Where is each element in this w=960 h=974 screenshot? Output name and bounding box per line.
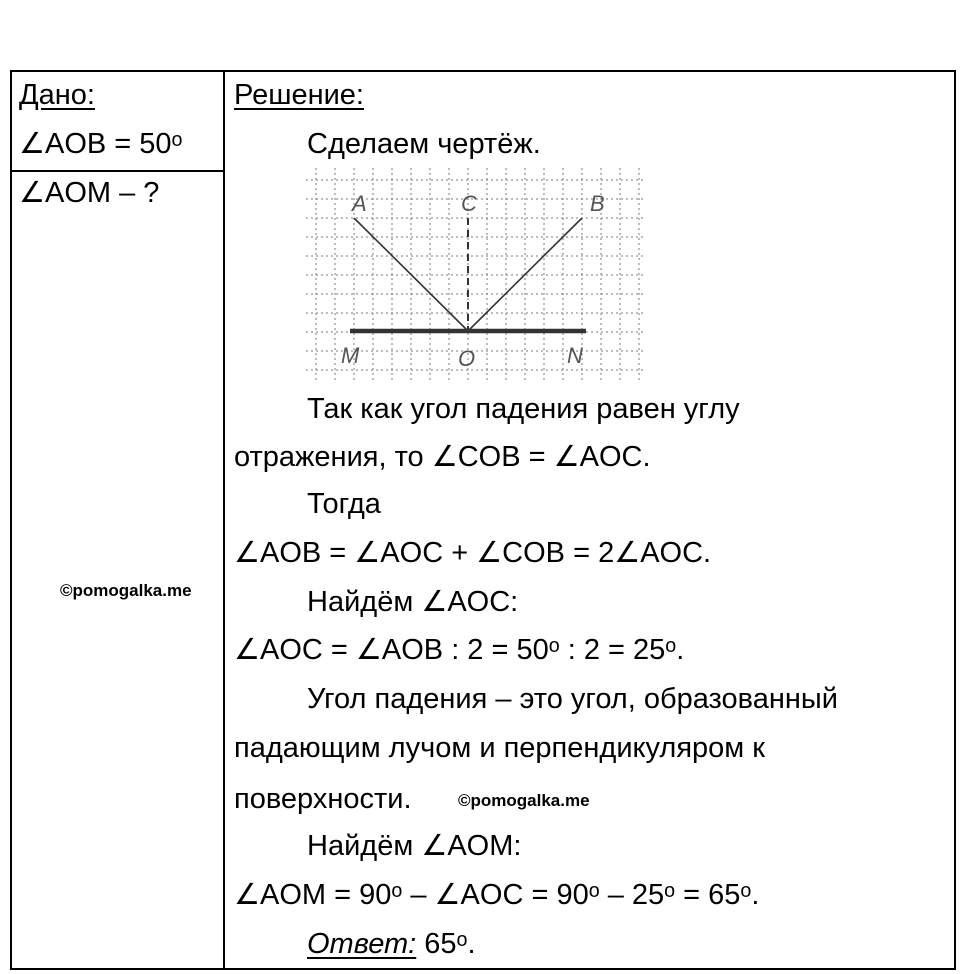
label-o: O xyxy=(458,346,476,371)
label-a: A xyxy=(352,191,367,216)
given-heading: Дано: xyxy=(19,79,95,111)
given-question: ∠AOM – ? xyxy=(19,177,160,209)
given-divider xyxy=(12,170,223,172)
watermark-right: ©pomogalka.me xyxy=(458,791,590,810)
solution-line-1: Сделаем чертёж. xyxy=(307,128,541,160)
solution-line-9: падающим лучом и перпендикуляром к xyxy=(234,732,765,764)
solution-line-12: ∠AOM = 90ᵒ – ∠AOC = 90ᵒ – 25ᵒ = 65ᵒ. xyxy=(234,879,760,911)
solution-line-5: ∠AOB = ∠AOC + ∠COB = 2∠AOC. xyxy=(234,537,712,569)
solution-line-11: Найдём ∠AOM: xyxy=(307,830,522,862)
answer-line xyxy=(307,926,476,962)
solution-line-10: поверхности. xyxy=(234,783,412,815)
label-b: B xyxy=(590,191,605,216)
watermark-left: ©pomogalka.me xyxy=(60,581,192,600)
solution-line-6: Найдём ∠AOC: xyxy=(307,586,519,618)
solution-line-2: Так как угол падения равен углу xyxy=(307,393,740,425)
column-divider xyxy=(223,72,225,968)
reflection-diagram xyxy=(305,168,645,380)
label-n: N xyxy=(567,343,583,368)
solution-line-3: отражения, то ∠COB = ∠AOC. xyxy=(234,441,651,473)
solution-heading: Решение: xyxy=(234,79,364,111)
solution-line-4: Тогда xyxy=(307,488,381,520)
label-c: C xyxy=(461,191,477,216)
answer-value: 65ᵒ. xyxy=(416,928,476,960)
solution-line-8: Угол падения – это угол, образованный xyxy=(307,683,838,715)
label-m: M xyxy=(341,343,360,368)
solution-line-7: ∠AOC = ∠AOB : 2 = 50ᵒ : 2 = 25ᵒ. xyxy=(234,634,685,666)
answer-label: Ответ: xyxy=(307,928,417,960)
given-condition: ∠AOB = 50ᵒ xyxy=(19,128,183,160)
